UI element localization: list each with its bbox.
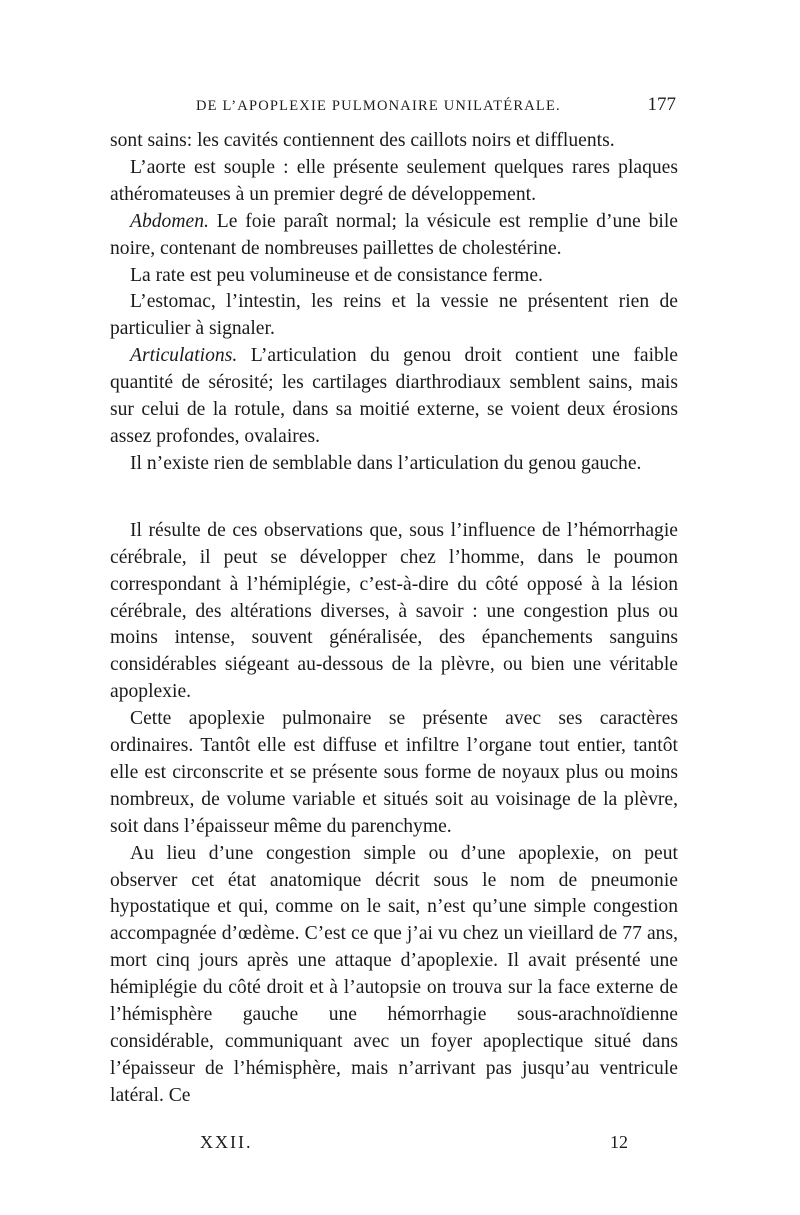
body-text	[110, 128, 678, 1110]
paragraph	[110, 706, 678, 841]
paragraph	[110, 155, 678, 209]
paragraph-text: La rate est peu volumineuse et de consistance ferme.	[130, 264, 543, 286]
paragraph-text: L’articulation du genou droit contient une faible quantité de sérosité; les cartilages diarthrodiaux semblent sains, mais sur celui de la rotule, dans sa moitié externe, se voient deux érosions assez profondes, ovalaires.	[110, 345, 678, 447]
running-header	[196, 94, 676, 120]
paragraph-text: Le foie paraît normal; la vésicule est remplie d’une bile noire, contenant de nombreuses paillettes de cholestérine.	[110, 210, 678, 259]
paragraph	[110, 451, 678, 478]
page-number: 177	[647, 94, 676, 115]
running-title: DE L’APOPLEXIE PULMONAIRE UNILATÉRALE.	[196, 98, 561, 114]
paragraph	[110, 343, 678, 451]
paragraph-lead: Articulations.	[130, 345, 238, 367]
paragraph	[110, 263, 678, 290]
paragraph-text: L’aorte est souple : elle présente seulement quelques rares plaques athéromateuses à un premier degré de développement.	[110, 156, 678, 205]
paragraph-text: Il résulte de ces observations que, sous l’influence de l’hémorrhagie cérébrale, il peut se développer chez l’homme, dans le poumon correspondant à l’hémiplégie, c’est-à-dire du côté opposé à la lésion cérébrale, des altérations diverses, à savoir : une congestion plus ou moins intense, souvent généralisée, des épanchements sanguins considérables siégeant au-dessous de la plèvre, ou bien une véritable apoplexie.	[110, 519, 678, 703]
paragraph	[110, 209, 678, 263]
section-break	[110, 478, 678, 518]
paragraph-text: L’estomac, l’intestin, les reins et la vessie ne présentent rien de particulier à signaler.	[110, 291, 678, 340]
paragraph-text: Il n’existe rien de semblable dans l’articulation du genou gauche.	[130, 452, 642, 474]
paragraph-lead: Abdomen.	[130, 210, 209, 232]
paragraph-text: sont sains: les cavités contiennent des caillots noirs et diffluents.	[110, 130, 615, 151]
paragraph	[110, 841, 678, 1110]
sheet-number: 12	[610, 1132, 628, 1152]
page-footer	[200, 1132, 628, 1158]
signature-mark: XXII.	[200, 1132, 253, 1152]
paragraph-text: Cette apoplexie pulmonaire se présente avec ses caractères ordinaires. Tantôt elle est diffuse et infiltre l’organe tout entier, tantôt elle est circonscrite et se présente sous forme de noyaux plus ou moins nombreux, de volume variable et situés soit au voisinage de la plèvre, soit dans l’épaisseur même du parenchyme.	[110, 708, 678, 837]
paragraph	[110, 128, 678, 155]
paragraph	[110, 289, 678, 343]
paragraph-text: Au lieu d’une congestion simple ou d’une apoplexie, on peut observer cet état anatomique décrit sous le nom de pneumonie hypostatique et qui, comme on le sait, n’est qu’une simple congestion accompagnée d’œdème. C’est ce que j’ai vu chez un vieillard de 77 ans, mort cinq jours après une attaque d’apoplexie. Il avait présenté une hémiplégie du côté droit et à l’autopsie on trouva sur la face externe de l’hémisphère gauche une hémorrhagie sous-arachnoïdienne considérable, communiquant avec un foyer apoplectique situé dans l’épaisseur de l’hémisphère, mais n’arrivant pas jusqu’au ventricule latéral. Ce	[110, 842, 678, 1106]
paragraph	[110, 518, 678, 706]
